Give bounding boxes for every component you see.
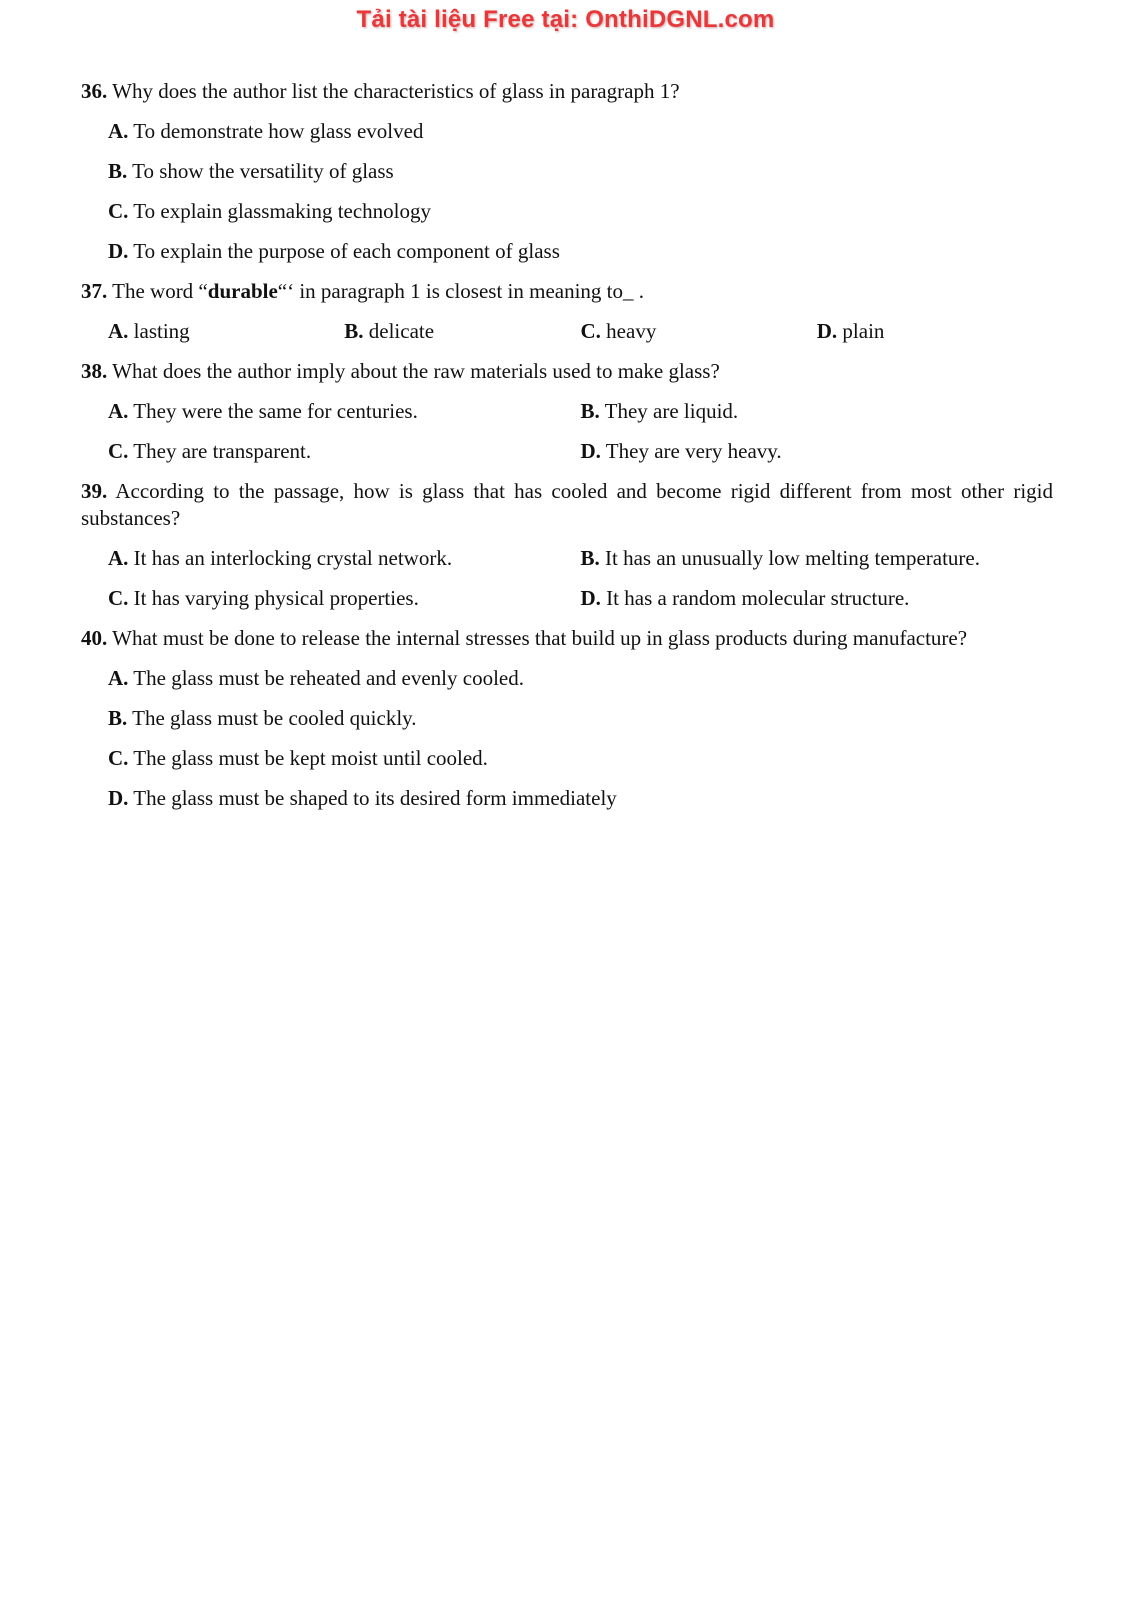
option-text: It has an unusually low melting temperature.	[605, 546, 981, 570]
option-text: The glass must be reheated and evenly cooled.	[133, 666, 524, 690]
options-row-37	[108, 318, 1053, 345]
option-36-b	[108, 158, 1053, 185]
option-text: heavy	[606, 319, 657, 343]
option-letter: A.	[108, 399, 129, 423]
option-38-d	[581, 438, 1054, 465]
option-letter: C.	[580, 319, 601, 343]
option-text: lasting	[133, 319, 190, 343]
option-text: They are liquid.	[604, 399, 739, 423]
option-text: It has varying physical properties.	[133, 586, 419, 610]
option-letter: A.	[108, 319, 129, 343]
options-row-38-cd	[108, 438, 1053, 465]
option-letter: B.	[108, 706, 128, 730]
option-40-c	[108, 745, 1053, 772]
option-36-d	[108, 238, 1053, 265]
option-text: It has an interlocking crystal network.	[133, 546, 453, 570]
option-40-b	[108, 705, 1053, 732]
option-letter: C.	[108, 439, 129, 463]
option-letter: D.	[816, 319, 838, 343]
option-letter: D.	[580, 586, 601, 610]
option-text: To demonstrate how glass evolved	[133, 119, 424, 143]
option-39-c	[108, 585, 581, 612]
option-38-a	[108, 398, 581, 425]
options-row-39-cd	[108, 585, 1053, 612]
question-40	[81, 625, 1053, 652]
option-text: The glass must be shaped to its desired form immediately	[133, 786, 617, 810]
option-36-c	[108, 198, 1053, 225]
option-text: To explain the purpose of each component of glass	[133, 239, 560, 263]
option-letter: D.	[580, 439, 601, 463]
option-text: The glass must be kept moist until cooled.	[133, 746, 488, 770]
option-letter: B.	[344, 319, 364, 343]
option-36-a	[108, 118, 1053, 145]
option-37-b	[344, 318, 580, 345]
option-letter: B.	[580, 546, 600, 570]
option-37-a	[108, 318, 344, 345]
option-text: To show the versatility of glass	[132, 159, 394, 183]
options-row-38-ab	[108, 398, 1053, 425]
option-39-a	[108, 545, 581, 572]
question-38	[81, 358, 1053, 385]
option-39-d	[581, 585, 1054, 612]
question-list	[81, 78, 1053, 825]
option-37-d	[817, 318, 1053, 345]
option-40-a	[108, 665, 1053, 692]
question-37	[81, 278, 1053, 305]
option-letter: A.	[108, 666, 129, 690]
option-37-c	[581, 318, 817, 345]
question-number: 39.	[81, 479, 108, 503]
question-number: 38.	[81, 359, 108, 383]
question-36	[81, 78, 1053, 105]
option-letter: C.	[108, 586, 129, 610]
option-38-b	[581, 398, 1054, 425]
question-39	[81, 478, 1053, 532]
option-letter: B.	[580, 399, 600, 423]
option-letter: D.	[108, 239, 129, 263]
option-text: They were the same for centuries.	[133, 399, 418, 423]
option-text: plain	[842, 319, 885, 343]
option-38-c	[108, 438, 581, 465]
site-banner[interactable]: Tải tài liệu Free tại: OnthiDGNL.com	[356, 6, 775, 33]
options-row-39-ab	[108, 545, 1053, 572]
question-keyword: durable	[207, 279, 278, 303]
option-40-d	[108, 785, 1053, 812]
option-text: delicate	[368, 319, 435, 343]
question-text: Why does the author list the characteristics of glass in paragraph 1?	[112, 79, 680, 103]
option-text: To explain glassmaking technology	[133, 199, 432, 223]
question-number: 37.	[81, 279, 108, 303]
option-39-b	[581, 545, 1054, 572]
question-text: What does the author imply about the raw materials used to make glass?	[112, 359, 720, 383]
option-letter: A.	[108, 546, 129, 570]
question-number: 40.	[81, 626, 108, 650]
option-text: It has a random molecular structure.	[606, 586, 910, 610]
option-letter: D.	[108, 786, 129, 810]
question-text: What must be done to release the internal stresses that build up in glass products during manufacture?	[112, 626, 968, 650]
question-text-after: “‘ in paragraph 1 is closest in meaning to_ .	[277, 279, 645, 303]
option-letter: C.	[108, 199, 129, 223]
option-letter: B.	[108, 159, 128, 183]
option-text: The glass must be cooled quickly.	[132, 706, 417, 730]
option-text: They are very heavy.	[605, 439, 782, 463]
question-text-before: The word “	[112, 279, 208, 303]
option-letter: C.	[108, 746, 129, 770]
option-letter: A.	[108, 119, 129, 143]
option-text: They are transparent.	[133, 439, 312, 463]
question-number: 36.	[81, 79, 108, 103]
question-text: According to the passage, how is glass that has cooled and become rigid different from most other rigid substances?	[81, 479, 1053, 530]
